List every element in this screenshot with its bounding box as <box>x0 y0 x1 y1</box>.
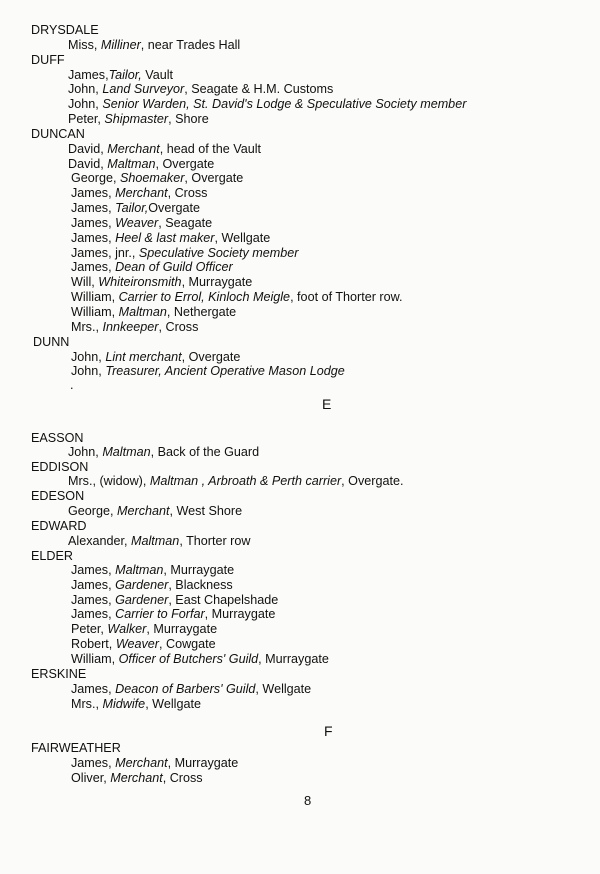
entry-name: David, <box>68 142 108 156</box>
entry-name: James, <box>71 186 116 200</box>
entry-address: , Seagate <box>158 216 213 230</box>
entry-occupation: Speculative Society member <box>138 246 299 260</box>
page-number: 8 <box>304 793 312 808</box>
entry-name: William, <box>71 305 119 319</box>
entry-address: , Shore <box>168 112 209 126</box>
entry-name: Mrs., <box>71 320 103 334</box>
directory-entry <box>71 364 345 379</box>
entry-occupation: Weaver <box>115 637 159 651</box>
directory-entry <box>68 474 403 489</box>
entry-occupation: Merchant <box>115 756 168 770</box>
directory-entry <box>71 290 403 305</box>
entry-occupation: Merchant <box>107 142 160 156</box>
directory-entry <box>68 142 261 157</box>
directory-entry <box>68 112 209 127</box>
entry-occupation: Shoemaker <box>120 171 185 185</box>
surname-heading: EASSON <box>31 431 84 445</box>
entry-address: , West Shore <box>169 504 243 518</box>
entry-address: , Murraygate <box>204 607 276 621</box>
directory-entry <box>68 445 259 460</box>
entry-occupation: Carrier to Errol, Kinloch Meigle <box>118 290 291 304</box>
entry-address: , Cross <box>167 186 208 200</box>
entry-occupation: Maltman <box>131 534 180 548</box>
surname-heading: EDWARD <box>31 519 87 533</box>
directory-entry <box>71 652 329 667</box>
entry-name: Peter, <box>68 112 105 126</box>
entry-address: , Blackness <box>168 578 233 592</box>
entry-address: , Overgate <box>155 157 215 171</box>
entry-name: John, <box>68 97 103 111</box>
directory-entry <box>71 607 275 622</box>
directory-entry <box>71 593 278 608</box>
entry-name: James, <box>71 756 116 770</box>
directory-entry <box>68 157 214 172</box>
directory-entry <box>71 231 270 246</box>
surname-heading: DUFF <box>31 53 65 67</box>
surname-heading: ELDER <box>31 549 73 563</box>
entry-address: , Wellgate <box>255 682 312 696</box>
entry-name: George, <box>71 171 121 185</box>
entry-name: James, <box>71 682 116 696</box>
entry-name: James, <box>71 578 116 592</box>
entry-occupation: Officer of Butchers' Guild <box>118 652 259 666</box>
entry-address: , Seagate & H.M. Customs <box>184 82 334 96</box>
entry-occupation: Merchant <box>117 504 170 518</box>
section-letter-f: F <box>324 723 333 739</box>
entry-occupation: Treasurer, Ancient Operative Mason Lodge <box>105 364 345 378</box>
entry-name: James, <box>71 201 116 215</box>
entry-name: Mrs., <box>71 697 103 711</box>
directory-entry <box>71 563 234 578</box>
entry-address: , foot of Thorter row. <box>290 290 403 304</box>
entry-occupation: Dean of Guild Officer <box>115 260 233 274</box>
directory-entry <box>68 97 466 112</box>
directory-entry <box>71 171 243 186</box>
entry-occupation: Milliner <box>100 38 141 52</box>
entry-address: , Overgate <box>184 171 244 185</box>
directory-entry <box>71 350 240 365</box>
entry-occupation: Tailor, <box>115 201 149 215</box>
entry-occupation: Maltman <box>107 157 156 171</box>
entry-occupation: Lint merchant <box>105 350 182 364</box>
entry-name: Mrs., (widow), <box>68 474 150 488</box>
directory-entry <box>71 201 200 216</box>
entry-occupation: Maltman <box>118 305 167 319</box>
entry-occupation: Maltman , Arbroath & Perth carrier <box>149 474 342 488</box>
directory-entry <box>71 682 311 697</box>
entry-name: James, <box>68 68 109 82</box>
entry-occupation: Merchant <box>115 186 168 200</box>
entry-name: George, <box>68 504 118 518</box>
entry-name: William, <box>71 652 119 666</box>
directory-entry <box>71 246 298 261</box>
entry-name: Will, <box>71 275 99 289</box>
surname-heading: FAIRWEATHER <box>31 741 121 755</box>
entry-address: , Wellgate <box>214 231 271 245</box>
entry-address: , Cross <box>162 771 203 785</box>
entry-address: Overgate <box>148 201 201 215</box>
directory-entry <box>68 38 240 53</box>
directory-entry <box>71 637 216 652</box>
entry-occupation: Land Surveyor <box>102 82 185 96</box>
directory-entry <box>71 622 217 637</box>
entry-name: James, <box>71 563 116 577</box>
entry-name: John, <box>71 350 106 364</box>
entry-name: James, <box>71 216 116 230</box>
entry-name: Robert, <box>71 637 116 651</box>
section-letter-e: E <box>322 396 332 412</box>
entry-address: , Murraygate <box>181 275 253 289</box>
entry-address: , near Trades Hall <box>140 38 241 52</box>
entry-occupation: Walker <box>107 622 147 636</box>
surname-heading: DUNN <box>33 335 70 349</box>
directory-entry <box>71 320 198 335</box>
directory-entry <box>71 771 203 786</box>
surname-heading: DRYSDALE <box>31 23 99 37</box>
entry-name: James, <box>71 607 116 621</box>
entry-address: , Murraygate <box>163 563 235 577</box>
entry-address: , head of the Vault <box>159 142 261 156</box>
entry-occupation: Deacon of Barbers' Guild <box>115 682 256 696</box>
surname-heading: DUNCAN <box>31 127 85 141</box>
entry-address: , Nethergate <box>166 305 237 319</box>
entry-name: James, <box>71 593 116 607</box>
entry-address: , Cross <box>158 320 199 334</box>
entry-name: John, <box>71 364 106 378</box>
entry-occupation: Merchant <box>110 771 163 785</box>
entry-address: , Wellgate <box>145 697 201 711</box>
entry-occupation: Innkeeper <box>102 320 159 334</box>
entry-occupation: Gardener <box>115 578 169 592</box>
directory-entry <box>68 82 333 97</box>
surname-heading: ERSKINE <box>31 667 87 681</box>
surname-heading: EDDISON <box>31 460 89 474</box>
entry-occupation: Gardener <box>115 593 169 607</box>
entry-address: , East Chapelshade <box>168 593 279 607</box>
entry-name: John, <box>68 82 103 96</box>
entry-occupation: Whiteironsmith <box>98 275 182 289</box>
entry-name: James, jnr., <box>71 246 139 260</box>
entry-occupation: Tailor, <box>108 68 142 82</box>
directory-entry <box>71 186 207 201</box>
directory-entry <box>68 534 250 549</box>
entry-address: Vault <box>141 68 174 82</box>
entry-occupation: Midwife <box>102 697 146 711</box>
entry-address: , Overgate. <box>341 474 404 488</box>
entry-address: , Thorter row <box>179 534 251 548</box>
entry-name: Peter, <box>71 622 108 636</box>
directory-entry <box>71 275 252 290</box>
stray-dot: . <box>70 378 74 392</box>
entry-address: , Murraygate <box>146 622 218 636</box>
entry-address: , Overgate <box>181 350 241 364</box>
directory-entry <box>71 216 212 231</box>
entry-name: Alexander, <box>68 534 132 548</box>
directory-entry <box>68 68 173 83</box>
entry-name: John, <box>68 445 103 459</box>
entry-occupation: Carrier to Forfar <box>115 607 205 621</box>
directory-entry <box>71 756 238 771</box>
entry-address: , Back of the Guard <box>150 445 260 459</box>
directory-entry <box>71 697 201 712</box>
surname-heading: EDESON <box>31 489 85 503</box>
entry-name: James, <box>71 231 116 245</box>
directory-entry <box>71 260 233 275</box>
entry-name: William, <box>71 290 119 304</box>
entry-occupation: Shipmaster <box>104 112 169 126</box>
directory-entry <box>68 504 242 519</box>
entry-occupation: Maltman <box>102 445 151 459</box>
entry-name: James, <box>71 260 116 274</box>
entry-occupation: Maltman <box>115 563 164 577</box>
entry-occupation: Heel & last maker <box>115 231 215 245</box>
entry-name: Miss, <box>68 38 101 52</box>
directory-entry <box>71 578 233 593</box>
entry-occupation: Weaver <box>115 216 159 230</box>
entry-occupation: Senior Warden, St. David's Lodge & Speculative Society member <box>102 97 467 111</box>
entry-name: David, <box>68 157 108 171</box>
entry-address: , Cowgate <box>158 637 216 651</box>
directory-entry <box>71 305 236 320</box>
entry-address: , Murraygate <box>167 756 239 770</box>
entry-address: , Murraygate <box>258 652 329 666</box>
entry-name: Oliver, <box>71 771 111 785</box>
